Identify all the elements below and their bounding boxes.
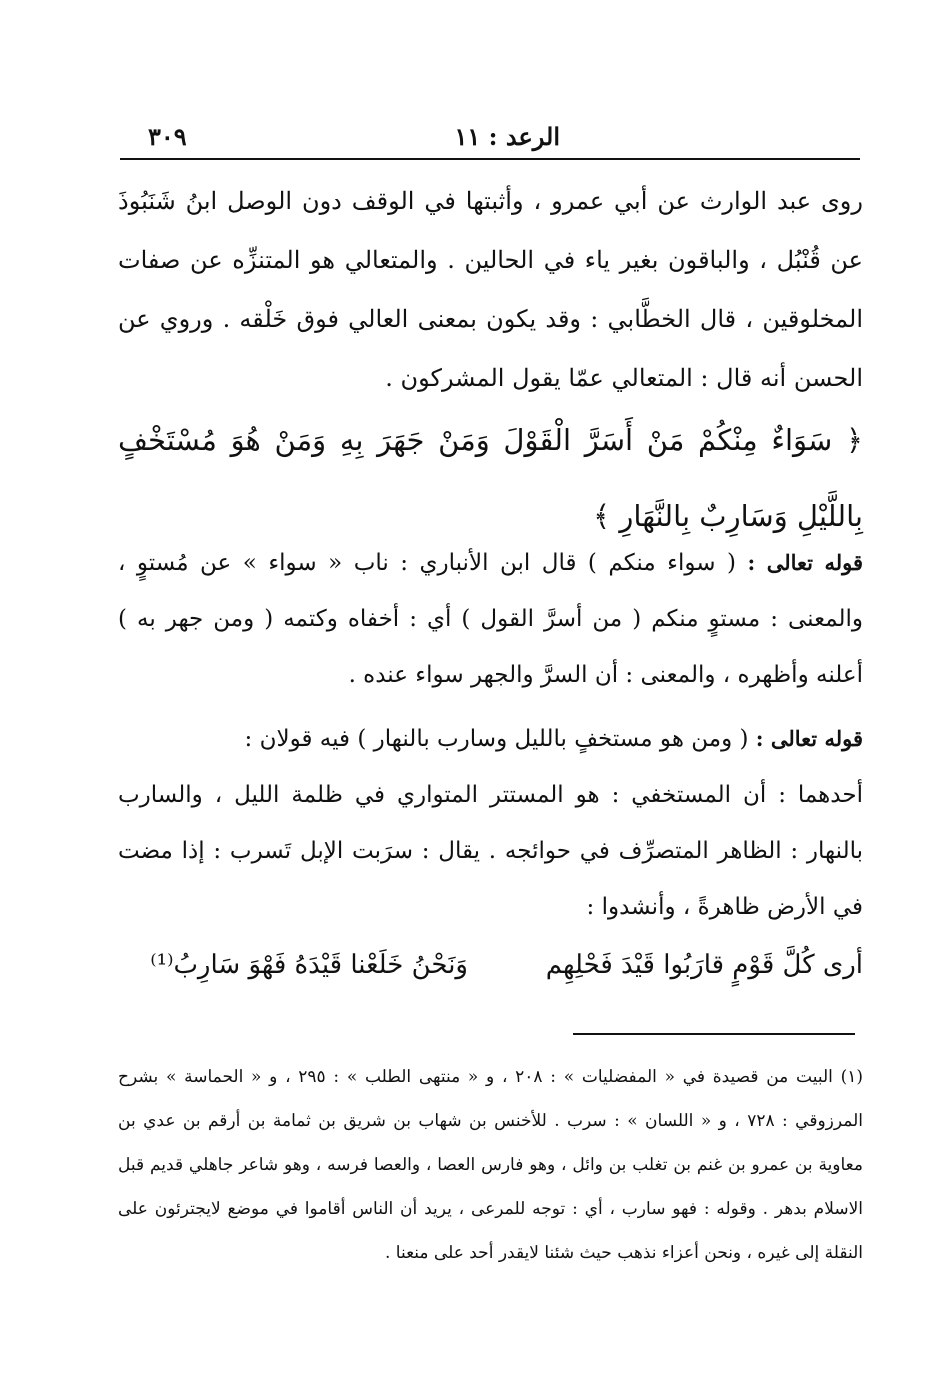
header-divider (120, 158, 860, 160)
commentary-lead: قوله تعالى : (755, 726, 863, 751)
page-header (120, 118, 860, 158)
poetry-hemistich-second: وَنَحْنُ خَلَعْنا قَيْدَهُ فَهْوَ سَارِبُ⁽¹⁾ (150, 950, 468, 980)
commentary-text: ( ومن هو مستخفٍ بالليل وسارب بالنهار ) فيه قولان : (244, 726, 749, 752)
poetry-hemistich-first: أرى كُلَّ قَوْمٍ قارَبُوا قَيْدَ فَحْلِهِم (545, 950, 863, 980)
page-number: ٣٠٩ (148, 122, 187, 151)
verse-text: ﴿ سَوَاءٌ مِنْكُمْ مَنْ أَسَرَّ الْقَوْلَ وَمَنْ جَهَرَ بِهِ وَمَنْ هُوَ مُسْتَخْفٍ بِاللَّيْلِ وَسَارِبٌ بِالنَّهَارِ ﴾ (118, 423, 863, 533)
running-title: الرعد : ١١ (454, 122, 560, 151)
commentary-text: ( سواء منكم ) قال ابن الأنباري : ناب « سواء » عن مُستوٍ ، والمعنى : مستوٍ منكم ( من أسرَّ القول ) أي : أخفاه وكتمه ( ومن جهر به ) أعلنه وأظهره ، والمعنى : أن السرَّ والجهر سواء عنده . (118, 550, 863, 688)
footnotes-block (118, 1055, 863, 1275)
commentary-lead: قوله تعالى : (747, 550, 863, 575)
commentary-paragraph: أحدهما : أن المستخفي : هو المستتر المتواري في ظلمة الليل ، والسارب بالنهار : الظاهر المتصرِّف في حوائجه . يقال : سرَبت الإبل تَسرب : إذا مضت في الأرض ظاهرةً ، وأنشدوا : (118, 782, 863, 920)
footnote-divider (573, 1033, 855, 1035)
paragraph-spacer (118, 703, 863, 711)
footnote: (١) البيت من قصيدة في « المفضليات » : ٢٠٨ ، و « منتهى الطلب » : ٢٩٥ ، و « الحماسة » بشرح المرزوقي : ٧٢٨ ، و « اللسان » : سرب . للأخنس بن شهاب بن شريق بن ثمامة بن أرقم بن عدي بن معاوية بن عمرو بن غنم بن تغلب بن وائل ، وهو فارس العصا ، والعصا فرسه ، وهو شاعر جاهلي قديم قبل الاسلام بدهر . وقوله : فهو سارب ، أي : توجه للمرعى ، يريد أن الناس أقاموا في موضع لايجترئون على النقلة إلى غيره ، ونحن أعزاء نذهب حيث شئنا لايقدر أحد على منعنا . (118, 1067, 863, 1263)
commentary-block (118, 535, 863, 935)
commentary-paragraph (118, 711, 863, 767)
commentary-paragraph (118, 535, 863, 703)
main-text-block (118, 172, 863, 408)
body-paragraph: روى عبد الوارث عن أبي عمرو ، وأثبتها في الوقف دون الوصل ابنُ شَنَبُوذَ عن قُنْبُل ، والباقون بغير ياء في الحالين . والمتعالي هو المتنزِّه عن صفات المخلوقين ، قال الخطَّابي : وقد يكون بمعنى العالي فوق خَلْقه . وروي عن الحسن أنه قال : المتعالي عمّا يقول المشركون . (118, 187, 863, 392)
quran-verse (118, 402, 863, 554)
